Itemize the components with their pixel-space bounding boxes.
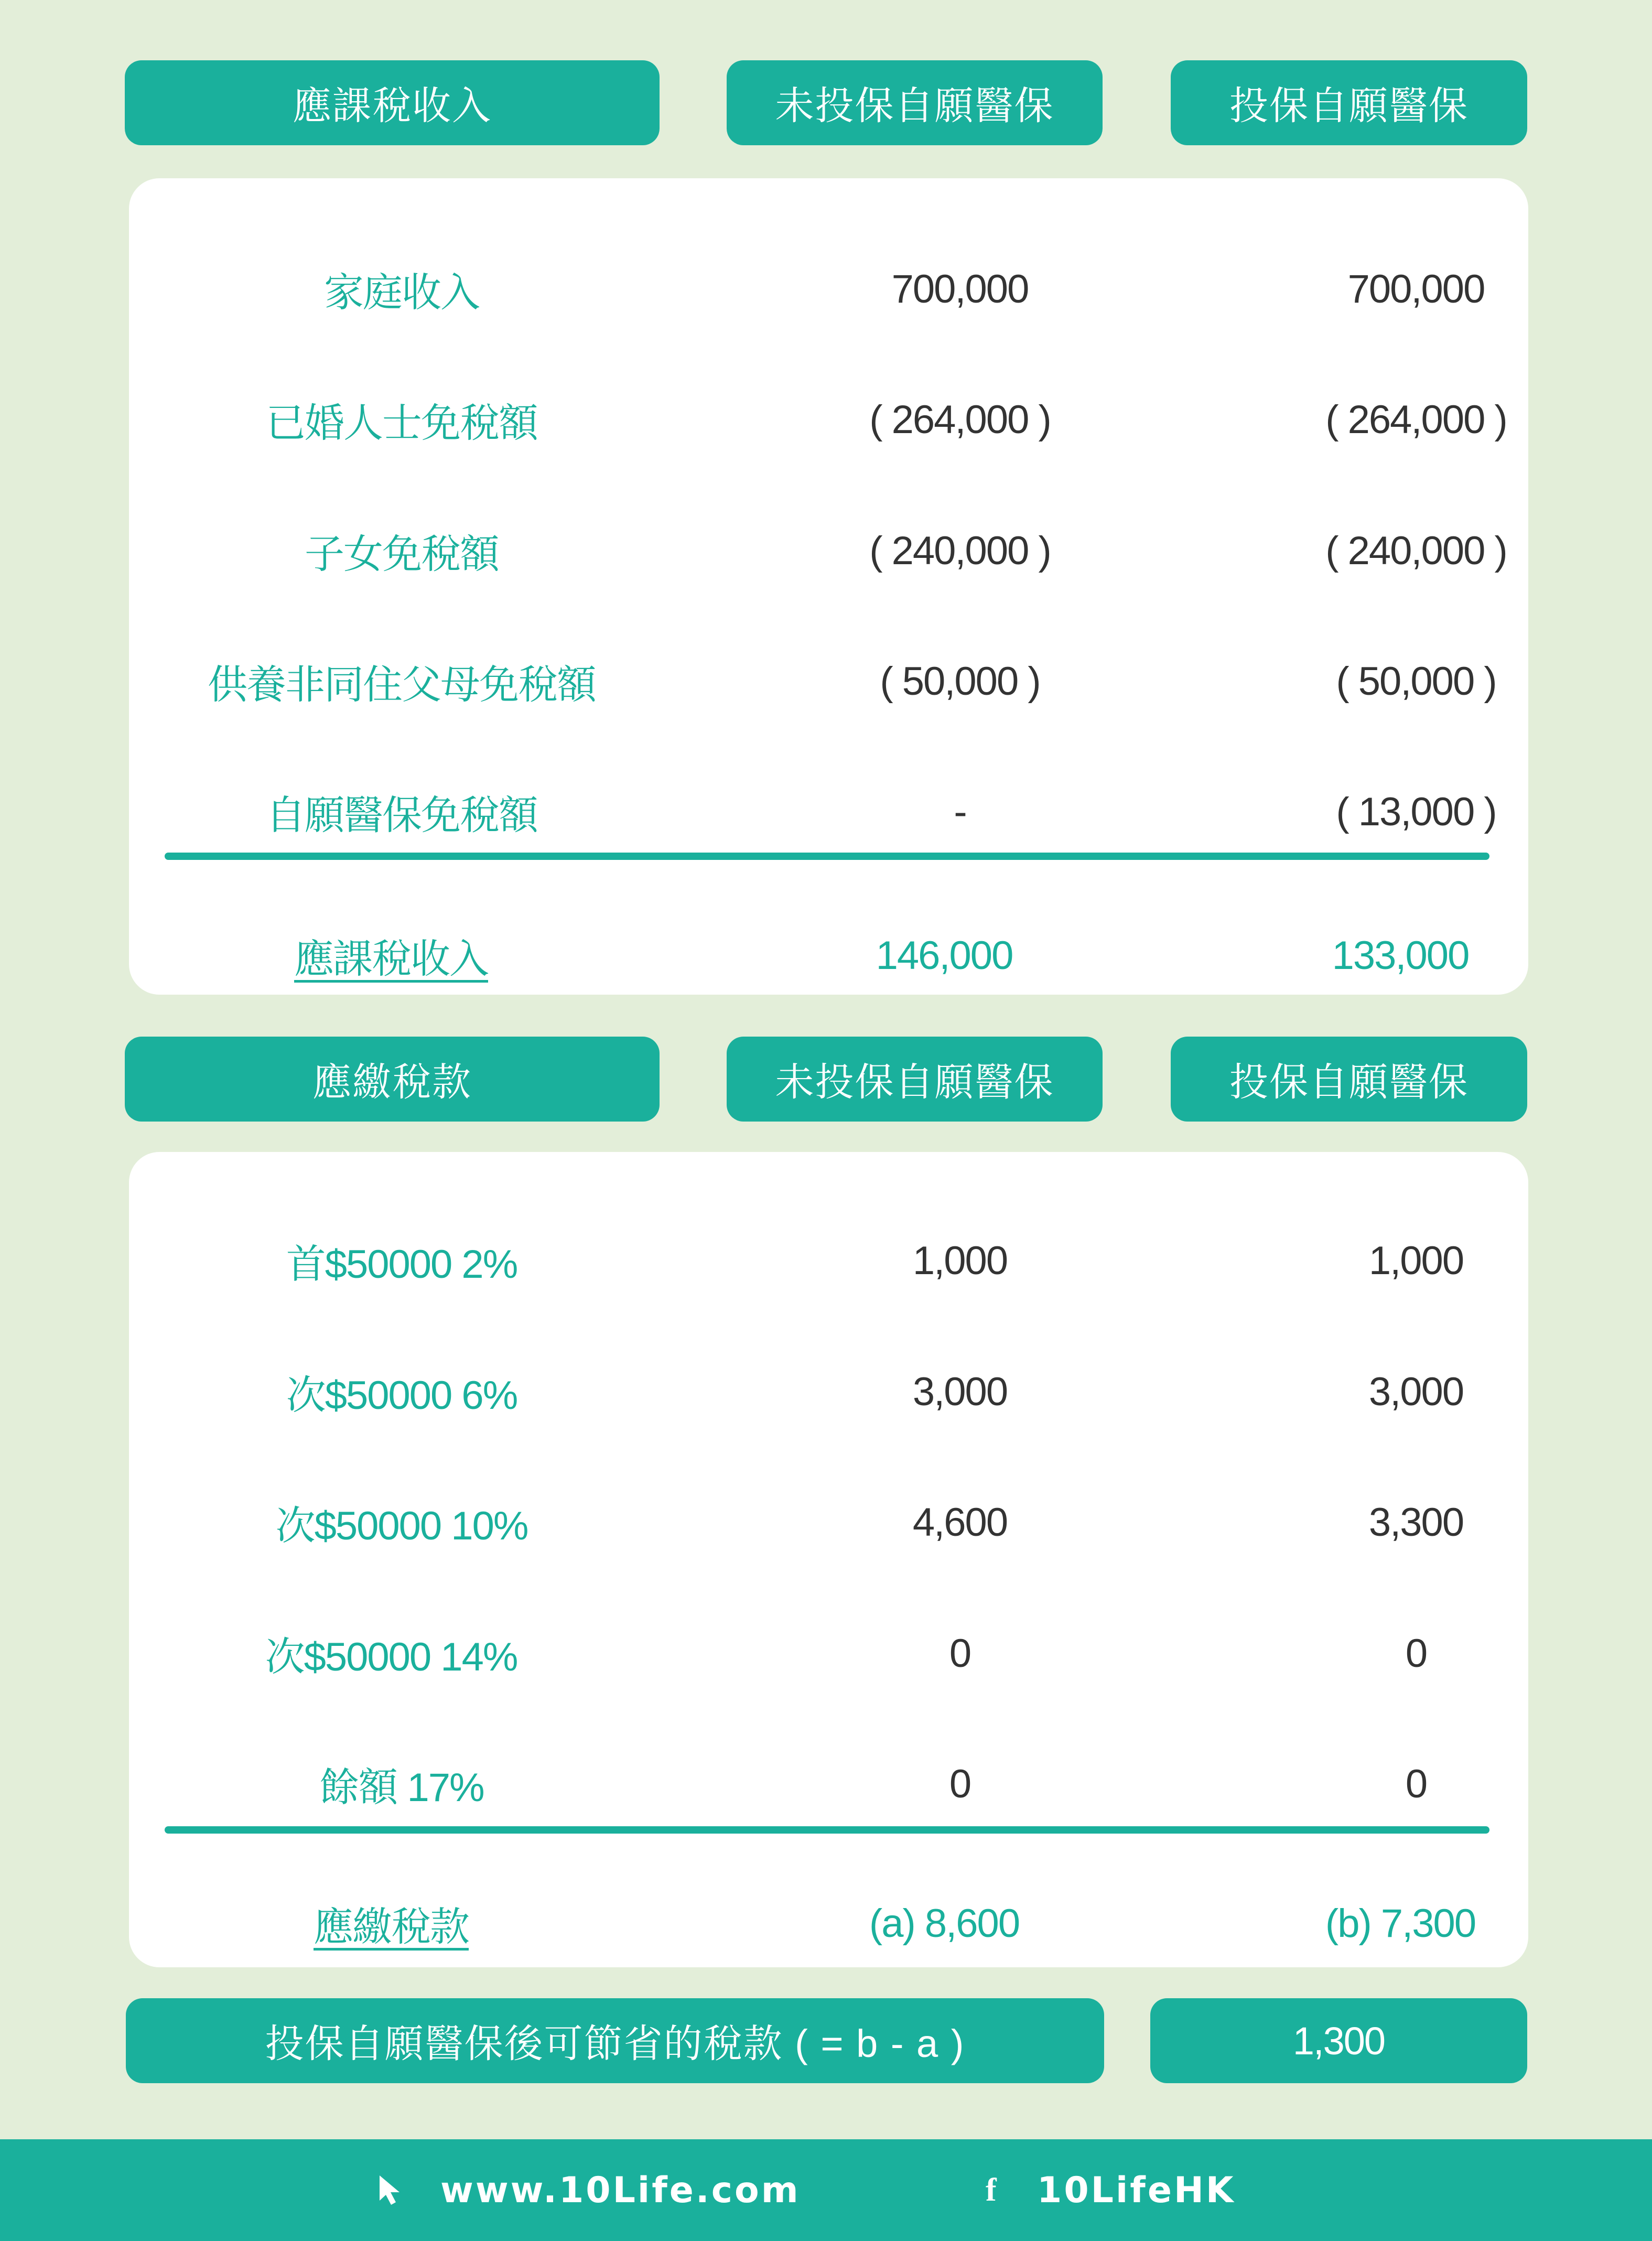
total-row — [129, 924, 1528, 987]
table-row — [129, 388, 1528, 451]
divider — [165, 853, 1489, 860]
row-value-with: 1,000 — [1368, 1238, 1464, 1283]
row-value-with: 0 — [1405, 1761, 1427, 1806]
row-label: 次$50000 6% — [286, 1373, 517, 1418]
row-value-with: 0 — [1405, 1631, 1427, 1676]
facebook-icon: f — [986, 2172, 999, 2208]
savings-value: 1,300 — [1150, 1998, 1527, 2083]
total-value-with: 133,000 — [1332, 933, 1469, 978]
row-value-with: ( 50,000 ) — [1336, 659, 1496, 704]
cursor-arrow-icon — [376, 2139, 410, 2241]
row-value-with: ( 240,000 ) — [1325, 528, 1507, 573]
row-value-with: ( 13,000 ) — [1336, 789, 1496, 834]
total-value-without: (a) 8,600 — [869, 1901, 1020, 1946]
row-value-without: 4,600 — [912, 1500, 1008, 1545]
taxable-income-card — [129, 178, 1528, 995]
row-label: 自願醫保免稅額 — [266, 793, 537, 838]
total-label: 應繳稅款 — [314, 1904, 469, 1949]
row-label: 供養非同住父母免稅額 — [208, 662, 596, 707]
row-value-with: 3,300 — [1368, 1500, 1464, 1545]
table-row — [129, 780, 1528, 843]
row-value-without: 0 — [949, 1761, 971, 1806]
row-value-with: 700,000 — [1347, 266, 1485, 311]
row-value-without: ( 50,000 ) — [880, 659, 1040, 704]
row-value-without: 700,000 — [891, 266, 1029, 311]
facebook-link[interactable]: 10LifeHK — [1037, 2169, 1236, 2211]
table-row — [129, 1491, 1528, 1554]
row-value-without: 3,000 — [912, 1369, 1008, 1414]
table-row — [129, 1622, 1528, 1685]
total-value-without: 146,000 — [876, 933, 1013, 978]
row-label: 子女免稅額 — [305, 532, 499, 577]
total-label: 應課稅收入 — [294, 936, 488, 982]
savings-label: 投保自願醫保後可節省的稅款 ( = b - a ) — [126, 1998, 1104, 2083]
row-value-without: ( 264,000 ) — [869, 397, 1051, 442]
divider — [165, 1826, 1489, 1834]
row-label: 家庭收入 — [324, 270, 479, 315]
section2-header-without: 未投保自願醫保 — [727, 1037, 1103, 1122]
table-row — [129, 519, 1528, 582]
table-row — [129, 1752, 1528, 1815]
row-value-without: - — [954, 789, 966, 834]
row-label: 次$50000 10% — [275, 1503, 528, 1548]
row-value-without: 0 — [949, 1631, 971, 1676]
table-row — [129, 1229, 1528, 1292]
website-link[interactable]: www.10Life.com — [440, 2169, 801, 2211]
section2-header-with: 投保自願醫保 — [1171, 1037, 1527, 1122]
section1-header-without: 未投保自願醫保 — [727, 60, 1103, 145]
section1-header-title: 應課稅收入 — [125, 60, 660, 145]
row-value-with: 3,000 — [1368, 1369, 1464, 1414]
footer-bar — [0, 2139, 1652, 2241]
table-row — [129, 1360, 1528, 1423]
row-value-without: 1,000 — [912, 1238, 1008, 1283]
total-value-with: (b) 7,300 — [1325, 1901, 1476, 1946]
row-label: 次$50000 14% — [265, 1634, 517, 1679]
row-value-without: ( 240,000 ) — [869, 528, 1051, 573]
total-row — [129, 1892, 1528, 1955]
section1-header-with: 投保自願醫保 — [1171, 60, 1527, 145]
tax-payable-card — [129, 1152, 1528, 1967]
table-row — [129, 650, 1528, 713]
section2-header-title: 應繳稅款 — [125, 1037, 660, 1122]
row-label: 首$50000 2% — [286, 1242, 517, 1287]
row-label: 餘額 17% — [319, 1765, 484, 1810]
row-label: 已婚人士免稅額 — [266, 401, 537, 446]
row-value-with: ( 264,000 ) — [1325, 397, 1507, 442]
table-row — [129, 257, 1528, 320]
